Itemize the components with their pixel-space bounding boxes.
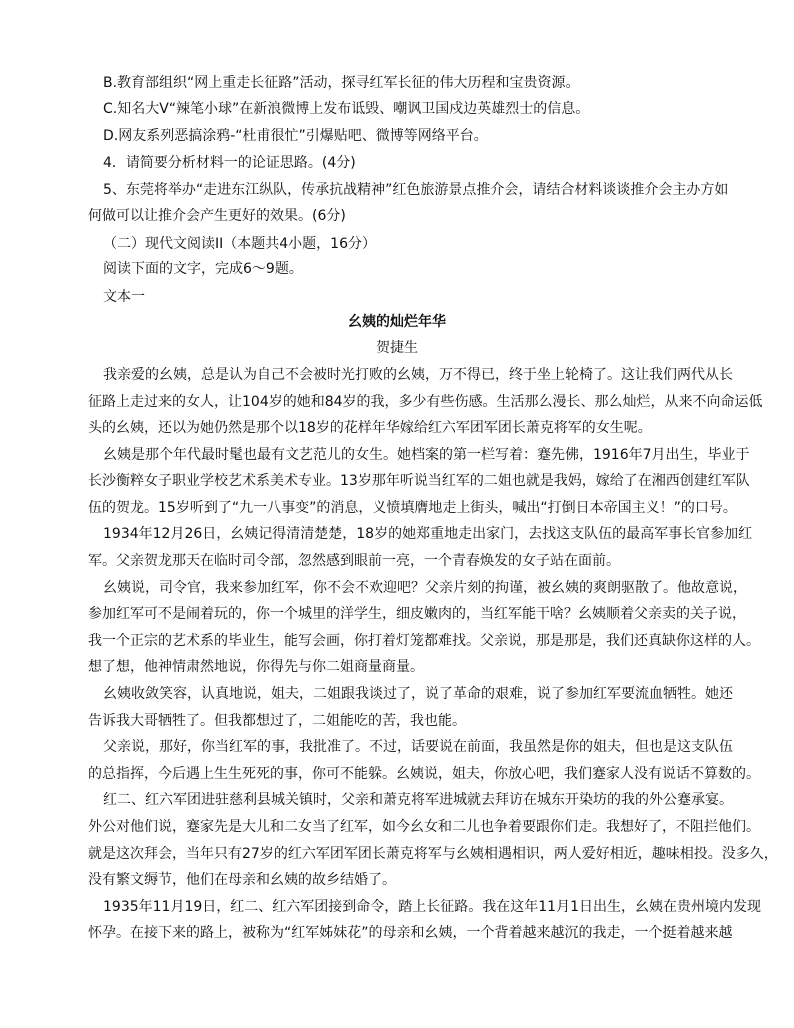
article-line: 怀孕。在接下来的路上，被称为“红军姊妹花”的母亲和幺姨，一个背着越来越沉的我走，一个挺着越来越 — [88, 925, 733, 941]
article-line: 幺姨说，司令官，我来参加红军，你不会不欢迎吧？父亲片刻的拘谨，被幺姨的爽朗驱散了。他故意说， — [103, 580, 747, 596]
article-line: 红二、红六军团进驻慈利县城关镇时，父亲和萧克将军进城就去拜访在城东开染坊的我的外公蹇承宴。 — [103, 792, 733, 808]
article-line: 我亲爱的幺姨，总是认为自己不会被时光打败的幺姨，万不得已，终于坐上轮椅了。这让我们两代从长 — [103, 367, 733, 383]
text-label: 文本一 — [103, 289, 145, 305]
article-line: 的总指挥，今后遇上生生死死的事，你可不能躲。幺姨说，姐夫，你放心吧，我们蹇家人没有说话不算数的。 — [88, 766, 760, 782]
article-line: 幺姨是那个年代最时髦也最有文艺范儿的女生。她档案的第一栏写着：蹇先佛，1916年7月出生，毕业于 — [103, 447, 750, 463]
article-line: 没有繁文缛节，他们在母亲和幺姨的故乡结婚了。 — [88, 872, 396, 888]
section-heading: （二）现代文阅读II（本题共4小题，16分） — [103, 236, 376, 252]
option-d: D.网友系列恶搞涂鸦-“杜甫很忙”引爆贴吧、微博等网络平台。 — [103, 128, 488, 144]
question-5-line-2: 何做可以让推介会产生更好的效果。(6分) — [88, 208, 346, 224]
article-line: 参加红军可不是闹着玩的，你一个城里的洋学生，细皮嫩肉的，当红军能干啥？幺姨顺着父亲卖的关子说， — [88, 606, 746, 622]
article-line: 就是这次拜会，当年只有27岁的红六军团军团长萧克将军与幺姨相遇相识，两人爱好相近，趣味相投。没多久， — [88, 846, 778, 862]
article-line: 幺姨收敛笑容，认真地说，姐夫，二姐跟我谈过了，说了革命的艰难，说了参加红军要流血牺牲。她还 — [103, 686, 733, 702]
article-line: 长沙衡粹女子职业学校艺术系美术专业。13岁那年听说当红军的二姐也就是我妈，嫁给了在湘西创建红军队 — [88, 473, 750, 489]
article-line: 征路上走过来的女人，让104岁的她和84岁的我，多少有些伤感。生活那么漫长、那么灿烂，从来不向命运低 — [88, 394, 763, 410]
article-line: 军。父亲贺龙那天在临时司令部，忽然感到眼前一亮，一个青春焕发的女子站在面前。 — [88, 553, 620, 569]
article-line: 父亲说，那好，你当红军的事，我批准了。不过，话要说在前面，我虽然是你的姐夫，但也是这支队伍 — [103, 739, 733, 755]
question-4: 4．请简要分析材料一的论证思路。(4分) — [103, 155, 356, 171]
article-line: 1934年12月26日，幺姨记得清清楚楚，18岁的她郑重地走出家门，去找这支队伍的最高军事长官参加红 — [103, 526, 753, 542]
article-author: 贺捷生 — [376, 340, 418, 356]
article-line: 外公对他们说，蹇家先是大儿和二女当了红军，如今幺女和二儿也争着要跟你们走。我想好了，不阻拦他们。 — [88, 819, 760, 835]
option-c: C.知名大V“辣笔小球”在新浪微博上发布诋毁、嘲讽卫国戍边英雄烈士的信息。 — [103, 101, 590, 117]
article-line: 告诉我大哥牺牲了。但我都想过了，二姐能吃的苦，我也能。 — [88, 713, 466, 729]
article-line: 伍的贺龙。15岁听到了“九一八事变”的消息，义愤填膺地走上街头，喊出“打倒日本帝国主义！”的口号。 — [88, 500, 737, 516]
article-line: 想了想，他神情肃然地说，你得先与你二姐商量商量。 — [88, 659, 424, 675]
question-5-line-1: 5、东莞将举办“走进东江纵队，传承抗战精神”红色旅游景点推介会，请结合材料谈谈推介会主办方如 — [103, 182, 729, 198]
article-line: 头的幺姨，还以为她仍然是那个以18岁的花样年华嫁给红六军团军团长萧克将军的女生呢。 — [88, 420, 652, 436]
article-line: 我一个正宗的艺术系的毕业生，能写会画，你打着灯笼都难找。父亲说，那是那是，我们还真缺你这样的人。 — [88, 633, 760, 649]
option-b: B.教育部组织“网上重走长征路”活动，探寻红军长征的伟大历程和宝贵资源。 — [103, 75, 580, 91]
article-line: 1935年11月19日，红二、红六军团接到命令，踏上长征路。我在这年11月1日出生，幺姨在贵州境内发现 — [103, 899, 761, 915]
article-title: 幺姨的灿烂年华 — [348, 314, 446, 330]
section-instruction: 阅读下面的文字，完成6～9题。 — [103, 261, 303, 277]
